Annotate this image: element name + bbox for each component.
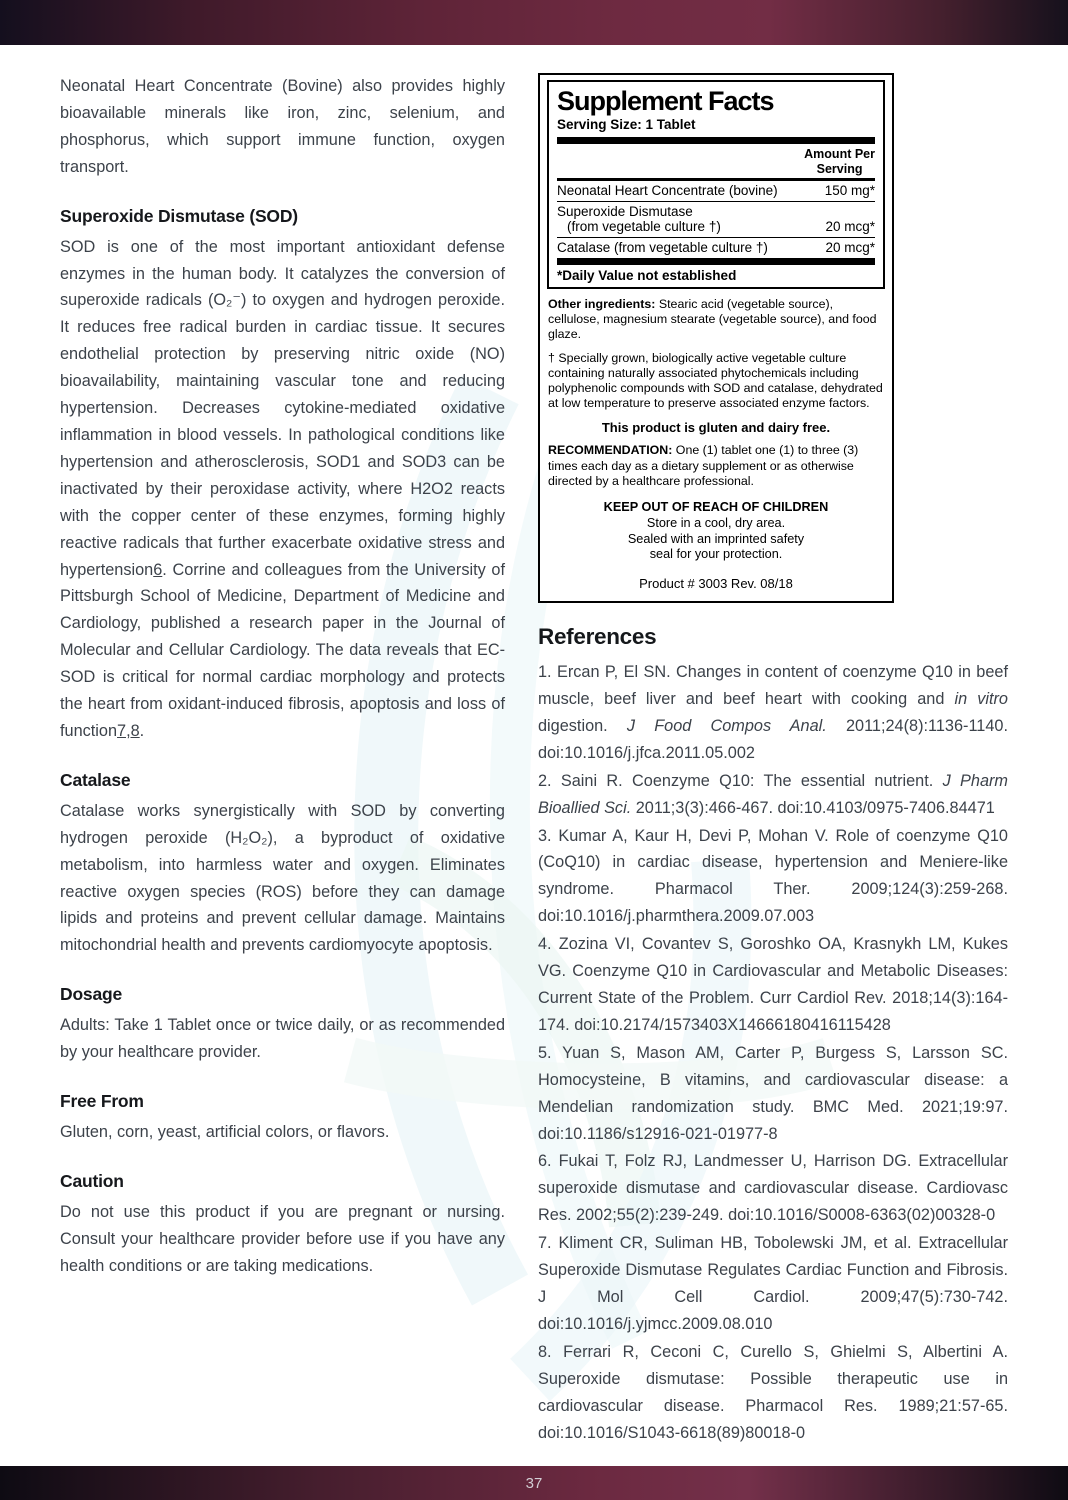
supplement-facts-title: Supplement Facts [557,86,774,116]
nutrient-name: Superoxide Dismutase (from vegetable culture †) [557,203,721,234]
citation-link[interactable]: 7,8 [117,721,140,740]
supplement-facts-label [538,73,894,603]
amount-per-serving-header: Amount Per Serving [804,147,875,176]
reference-item: 7. Kliment CR, Suliman HB, Tobolewski JM, et al. Extracellular Superoxide Dismutase Regulates Cardiac Function and Fibrosis. J Mol Cell Cardiol. 2009;47(5):730-742. doi:10.1016/j.yjmcc.2009.08.010 [538,1234,1008,1333]
references-list [538,659,1008,1446]
nutrient-amount: 150 mg* [824,182,875,198]
table-row [557,181,875,201]
reference-item: 5. Yuan S, Mason AM, Carter P, Burgess S, Larsson SC. Homocysteine, B vitamins, and cardiovascular disease: a Mendelian randomization study. BMC Med. 2021;19:97. doi:10.1186/s12916-021-01977-8 [538,1043,1008,1143]
reference-item: 4. Zozina VI, Covantev S, Goroshko OA, Krasnykh LM, Kukes VG. Coenzyme Q10 in Cardiovascular and Metabolic Diseases: Current State of the Problem. Curr Cardiol Rev. 2018;14(3):164-174. doi:10.2174/1573403X14666180416115428 [538,935,1008,1034]
references-heading: References [538,624,657,650]
left-column [60,73,505,1447]
dosage-paragraph: Adults: Take 1 Tablet once or twice daily, or as recommended by your healthcare provider. [60,1016,505,1062]
thick-divider [557,258,875,265]
serving-size: Serving Size: 1 Tablet [557,117,696,133]
right-column [538,73,1008,1447]
supplement-facts-panel [547,80,885,289]
culture-note: † Specially grown, biologically active vegetable culture containing naturally associated phytochemicals including polyphenolic compounds with SOD and catalase, dehydrated at low temperature to preserve associated enzyme factors. [548,350,883,411]
heading-free-from: Free From [60,1091,144,1112]
nutrient-rows [557,178,875,258]
gluten-dairy-note: This product is gluten and dairy free. [601,420,831,436]
daily-value-note: *Daily Value not established [557,267,737,283]
recommendation: RECOMMENDATION: One (1) tablet one (1) to three (3) times each day as a dietary supplement or as otherwise directed by a healthcare professional. [548,443,859,488]
catalase-paragraph: Catalase works synergistically with SOD by converting hydrogen peroxide (H₂O₂), a byproduct of oxidative metabolism, into harmless water and oxygen. Eliminates reactive oxygen species (ROS) before they can damage lipids and proteins and prevent cellular damage. Maintains mitochondrial health and prevents cardiomyocyte apoptosis. [60,801,505,955]
caution-paragraph: Do not use this product if you are pregnant or nursing. Consult your healthcare provider before use if you have any health conditions or are taking medications. [60,1203,505,1275]
nutrient-amount: 20 mcg* [825,218,875,234]
storage-line: Store in a cool, dry area. [646,515,786,530]
reference-item: 6. Fukai T, Folz RJ, Landmesser U, Harrison DG. Extracellular superoxide dismutase and cardiovascular disease. Cardiovasc Res. 2002;55(2):239-249. doi:10.1016/S0008-6363(02)00328-0 [538,1152,1008,1225]
storage-line: Sealed with an imprinted safety [627,531,805,546]
keep-out-block [547,500,885,563]
footer-bar [0,1466,1068,1500]
heading-catalase: Catalase [60,769,131,790]
heading-caution: Caution [60,1171,124,1191]
storage-line: seal for your protection. [649,547,783,562]
header-bar [0,0,1068,45]
heading-dosage: Dosage [60,984,123,1005]
nutrient-amount: 20 mcg* [825,239,875,255]
free-from-paragraph: Gluten, corn, yeast, artificial colors, or flavors. [60,1123,390,1142]
reference-item: 1. Ercan P, El SN. Changes in content of coenzyme Q10 in beef muscle, beef liver and beef heart with cooking and in vitro digestion. J Food Compos Anal. 2011;24(8):1136-1140. doi:10.1016/j.jfca.2011.05.002 [538,663,1008,762]
product-number: Product # 3003 Rev. 08/18 [639,576,793,592]
heading-superoxide-dismutase: Superoxide Dismutase (SOD) [60,205,298,226]
other-ingredients: Other ingredients: Stearic acid (vegetable source), cellulose, magnesium stearate (vegetable source), and food glaze. [548,296,877,342]
citation-link[interactable]: 6 [153,560,163,579]
nutrient-name: Neonatal Heart Concentrate (bovine) [557,182,778,198]
page-content [60,45,1008,1447]
reference-item: 3. Kumar A, Kaur H, Devi P, Mohan V. Role of coenzyme Q10 (CoQ10) in cardiac disease, hypertension and Meniere-like syndrome. Pharmacol Ther. 2009;124(3):259-268. doi:10.1016/j.pharmthera.2009.07.003 [538,826,1008,926]
intro-paragraph: Neonatal Heart Concentrate (Bovine) also provides highly bioavailable minerals like iron, zinc, selenium, and phosphorus, which support immune function, oxygen transport. [60,77,505,176]
reference-item: 8. Ferrari R, Ceconi C, Curello S, Ghielmi S, Albertini A. Superoxide dismutase: Possible therapeutic use in cardiovascular disease. Pharmacol Res. 1989;21:57-65. doi:10.1016/S1043-6618(89)80018-0 [538,1342,1008,1442]
page-number: 37 [525,1474,543,1492]
table-row [557,237,875,258]
sod-paragraph: SOD is one of the most important antioxidant defense enzymes in the human body. It catalyzes the conversion of superoxide radicals (O₂⁻) to oxygen and hydrogen peroxide. It reduces free radical burden in cardiac tissue. It secures endothelial protection by preserving nitric oxide (NO) bioavailability, maintaining vascular tone and reducing hypertension. Decreases cytokine-mediated oxidative inflammation in blood vessels. In pathological conditions like hypertension and atherosclerosis, SOD1 and SOD3 can be inactivated by their peroxidase activity, where H2O2 reacts with the copper center of these enzymes, forming highly reactive radicals that further exacerbate oxidative stress and hypertension6. Corrine and colleagues from the University of Pittsburgh School of Medicine, Department of Medicine and Cardiology, published a research paper in the Journal of Molecular and Cellular Cardiology. The data reveals that EC-SOD is critical for normal cardiac morphology and protects the heart from oxidant-induced fibrosis, apoptosis and loss of function7,8. [60,237,505,740]
table-row [557,201,875,237]
reference-item: 2. Saini R. Coenzyme Q10: The essential nutrient. J Pharm Bioallied Sci. 2011;3(3):466-467. doi:10.4103/0975-7406.84471 [538,771,1008,817]
keep-out-line: KEEP OUT OF REACH OF CHILDREN [603,499,829,514]
thick-divider [557,137,875,144]
nutrient-name: Catalase (from vegetable culture †) [557,239,768,255]
